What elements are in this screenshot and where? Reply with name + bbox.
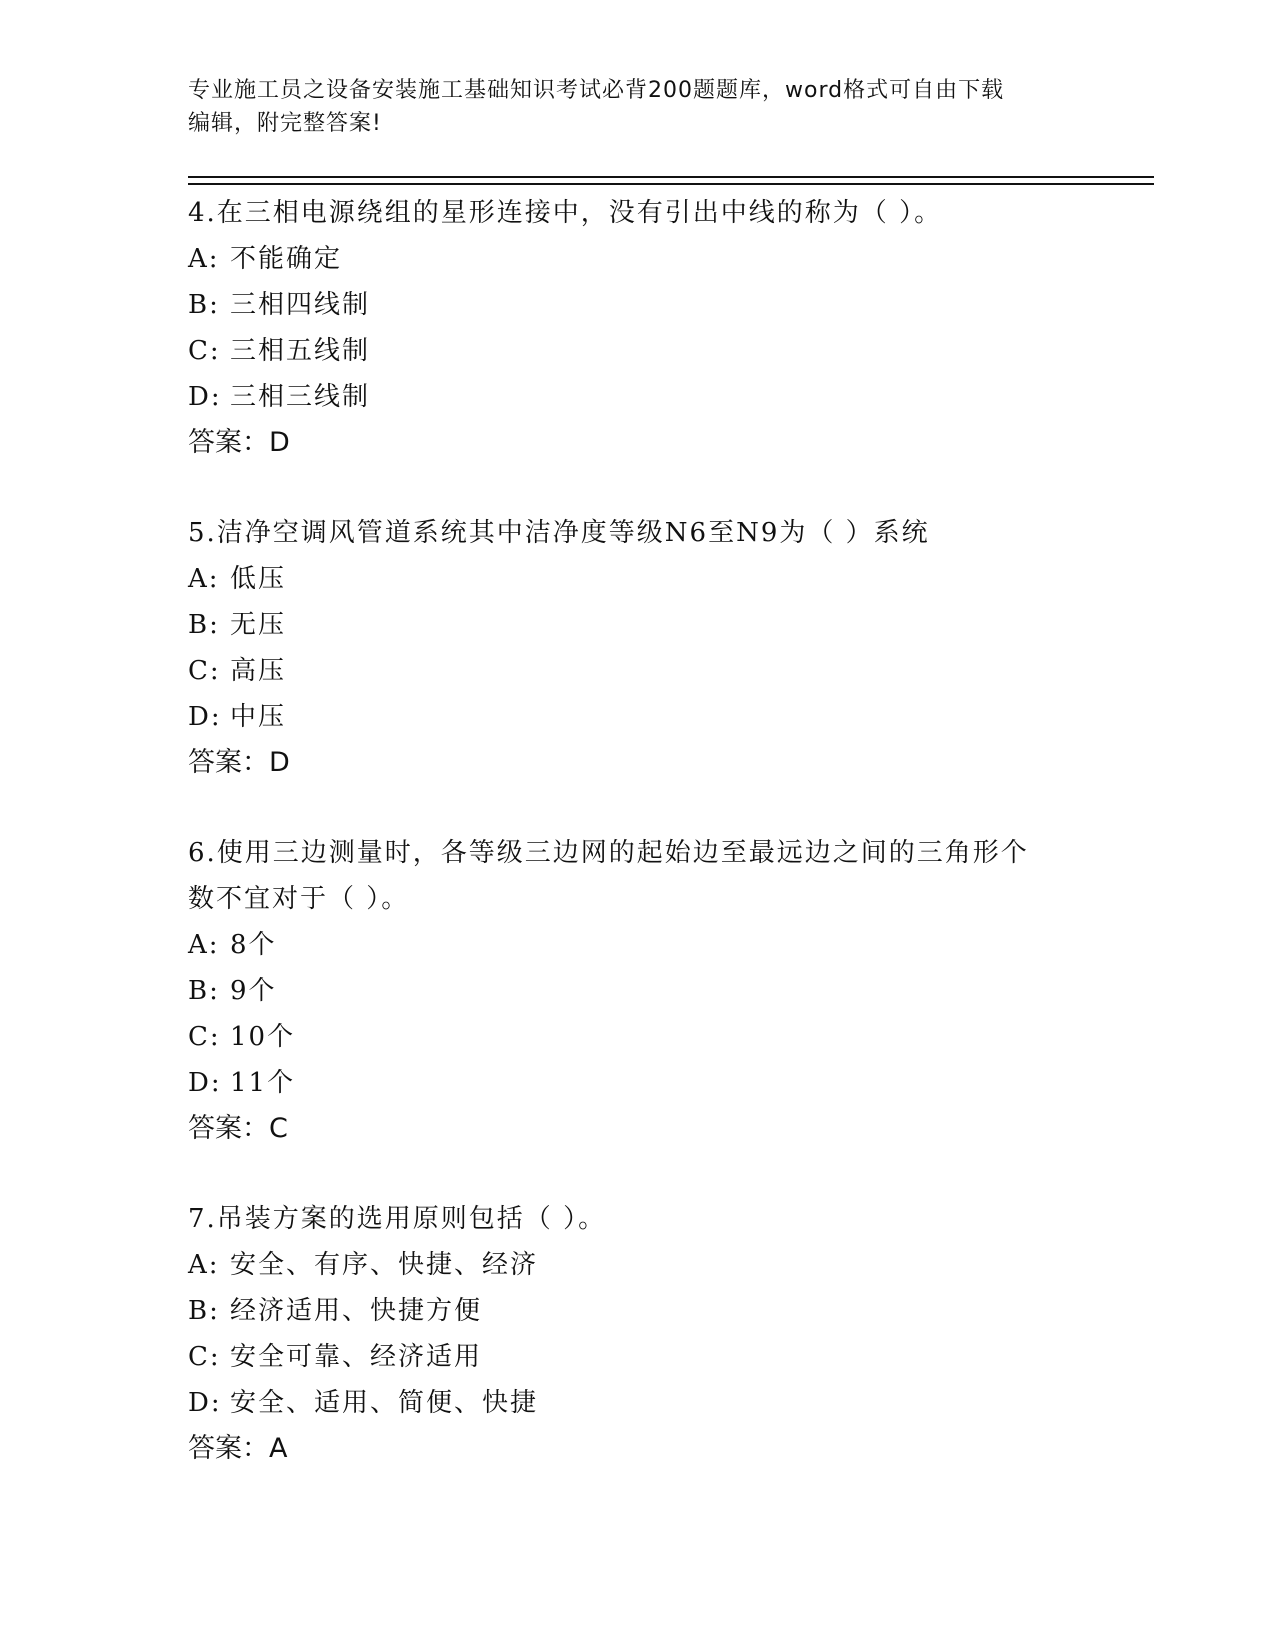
question-stem-continued: 数不宜对于（ ）。 (188, 884, 410, 914)
option-label: D: (188, 1388, 222, 1418)
question-stem: 6.使用三边测量时，各等级三边网的起始边至最远边之间的三角形个 (188, 838, 1029, 868)
option-a (188, 922, 1088, 968)
question-list (188, 190, 1088, 1472)
header-line-1: 专业施工员之设备安装施工基础知识考试必背200题题库，word格式可自由下载 (188, 78, 1005, 103)
answer-line: 答案：C (188, 1113, 288, 1144)
option-text: 三相三线制 (230, 382, 371, 412)
option-c (188, 1334, 1088, 1380)
option-label: B: (188, 610, 220, 640)
option-text: 不能确定 (230, 244, 343, 274)
option-b (188, 1288, 1088, 1334)
question-4 (188, 190, 1088, 466)
option-text: 安全、适用、简便、快捷 (230, 1388, 539, 1418)
option-label: A: (188, 930, 220, 960)
question-stem: 4.在三相电源绕组的星形连接中，没有引出中线的称为（ ）。 (188, 198, 943, 228)
option-text: 安全、有序、快捷、经济 (230, 1250, 539, 1280)
answer-line: 答案：A (188, 1433, 288, 1464)
option-a (188, 556, 1088, 602)
option-text: 三相五线制 (230, 336, 371, 366)
answer-line: 答案：D (188, 427, 290, 458)
question-7 (188, 1196, 1088, 1472)
option-d (188, 374, 1088, 420)
option-b (188, 602, 1088, 648)
option-label: C: (188, 1342, 221, 1372)
option-text: 安全可靠、经济适用 (230, 1342, 483, 1372)
option-label: A: (188, 564, 220, 594)
option-text: 经济适用、快捷方便 (230, 1296, 483, 1326)
option-d (188, 1380, 1088, 1426)
option-text: 高压 (230, 656, 287, 686)
question-stem: 7.吊装方案的选用原则包括（ ）。 (188, 1204, 607, 1234)
option-label: B: (188, 290, 220, 320)
answer-line: 答案：D (188, 747, 290, 778)
header-divider-top (188, 176, 1154, 178)
option-text: 8个 (230, 930, 277, 960)
option-label: B: (188, 976, 220, 1006)
question-5 (188, 510, 1088, 786)
option-d (188, 694, 1088, 740)
option-b (188, 282, 1088, 328)
option-label: D: (188, 382, 222, 412)
header-line-2: 编辑，附完整答案! (188, 111, 382, 136)
option-text: 低压 (230, 564, 287, 594)
option-c (188, 1014, 1088, 1060)
option-b (188, 968, 1088, 1014)
option-a (188, 1242, 1088, 1288)
option-c (188, 648, 1088, 694)
document-header (188, 74, 1068, 140)
question-6 (188, 830, 1088, 1152)
option-text: 无压 (230, 610, 287, 640)
option-a (188, 236, 1088, 282)
option-label: D: (188, 1068, 222, 1098)
option-text: 三相四线制 (230, 290, 371, 320)
option-label: B: (188, 1296, 220, 1326)
option-label: D: (188, 702, 222, 732)
option-label: A: (188, 1250, 220, 1280)
option-text: 中压 (230, 702, 287, 732)
option-text: 10个 (230, 1022, 296, 1052)
question-stem: 5.洁净空调风管道系统其中洁净度等级N6至N9为（ ）系统 (188, 518, 930, 548)
header-divider-bottom (188, 183, 1154, 185)
option-text: 11个 (230, 1068, 296, 1098)
option-label: C: (188, 336, 221, 366)
option-label: A: (188, 244, 220, 274)
option-label: C: (188, 656, 221, 686)
option-c (188, 328, 1088, 374)
option-d (188, 1060, 1088, 1106)
option-text: 9个 (230, 976, 277, 1006)
option-label: C: (188, 1022, 221, 1052)
